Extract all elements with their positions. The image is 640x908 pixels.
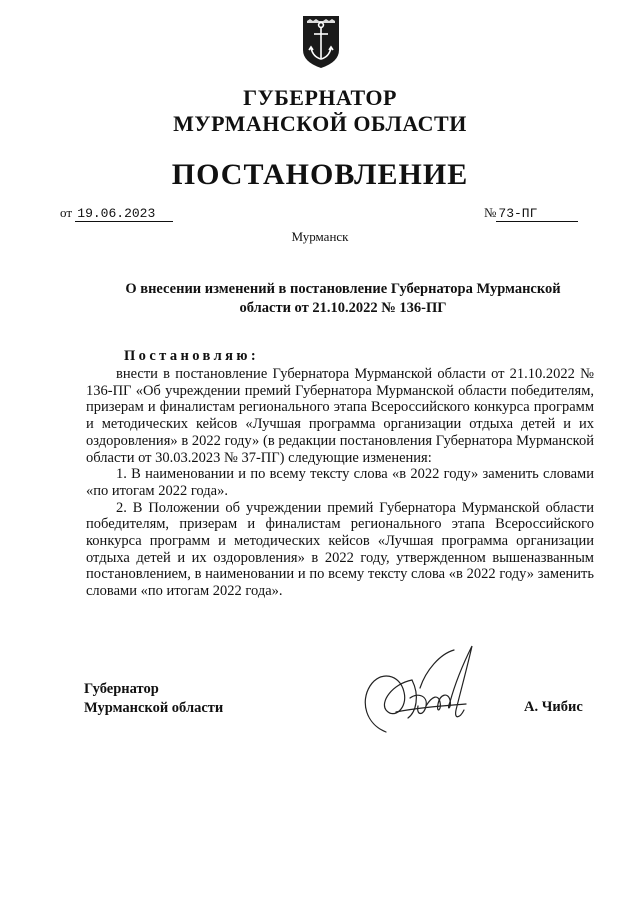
body-paragraph: 2. В Положении об учреждении премий Губернатора Мурманской области победителям, призерам и финалистам регионального этапа Всероссийского конкурса программ и методических кейсов «Лучшая программа организации отдыха детей и их оздоровления» в 2022 году, утвержденном вышеназванным постановлением, в наименовании и по всему тексту слова «в 2022 году» заменить словами «по итогам 2022 года».: [86, 499, 594, 600]
handwritten-signature: [356, 640, 486, 738]
signatory-name: А. Чибис: [524, 699, 583, 715]
decree-word: Постановляю:: [124, 348, 260, 364]
date-prefix: от: [60, 205, 73, 220]
document-subject: О внесении изменений в постановление Губернатора Мурманской области от 21.10.2022 № 136-ПГ: [125, 281, 561, 316]
date-value: 19.06.2023: [75, 206, 173, 222]
document-type-heading: ПОСТАНОВЛЕНИЕ: [171, 158, 469, 191]
issuer-title-line1: ГУБЕРНАТОР: [243, 85, 397, 110]
city-label: Мурманск: [291, 229, 349, 244]
number-prefix: №: [484, 205, 497, 220]
signatory-position: [84, 680, 223, 718]
document-body: [86, 366, 594, 600]
document-number: [484, 205, 578, 222]
number-value: 73-ПГ: [496, 206, 578, 222]
issuer-title-line2: МУРМАНСКОЙ ОБЛАСТИ: [173, 111, 467, 136]
signatory-position-line2: Мурманской области: [84, 700, 224, 716]
document-date: [60, 205, 173, 222]
body-paragraph: 1. В наименовании и по всему тексту слова «в 2022 году» заменить словами «по итогам 2022 года».: [86, 466, 594, 499]
body-paragraph: внести в постановление Губернатора Мурманской области от 21.10.2022 № 136-ПГ «Об учреждении премий Губернатора Мурманской области победителям, призерам и финалистам регионального этапа Всероссийского конкурса программ и методических кейсов «Лучшая программа организации отдыха детей и их оздоровления» в 2022 году» (в редакции постановления Губернатора Мурманской области от 30.03.2023 № 37-ПГ) следующие изменения:: [86, 366, 594, 466]
signatory-position-line1: Губернатор: [84, 681, 159, 697]
coat-of-arms-icon: [301, 14, 341, 70]
